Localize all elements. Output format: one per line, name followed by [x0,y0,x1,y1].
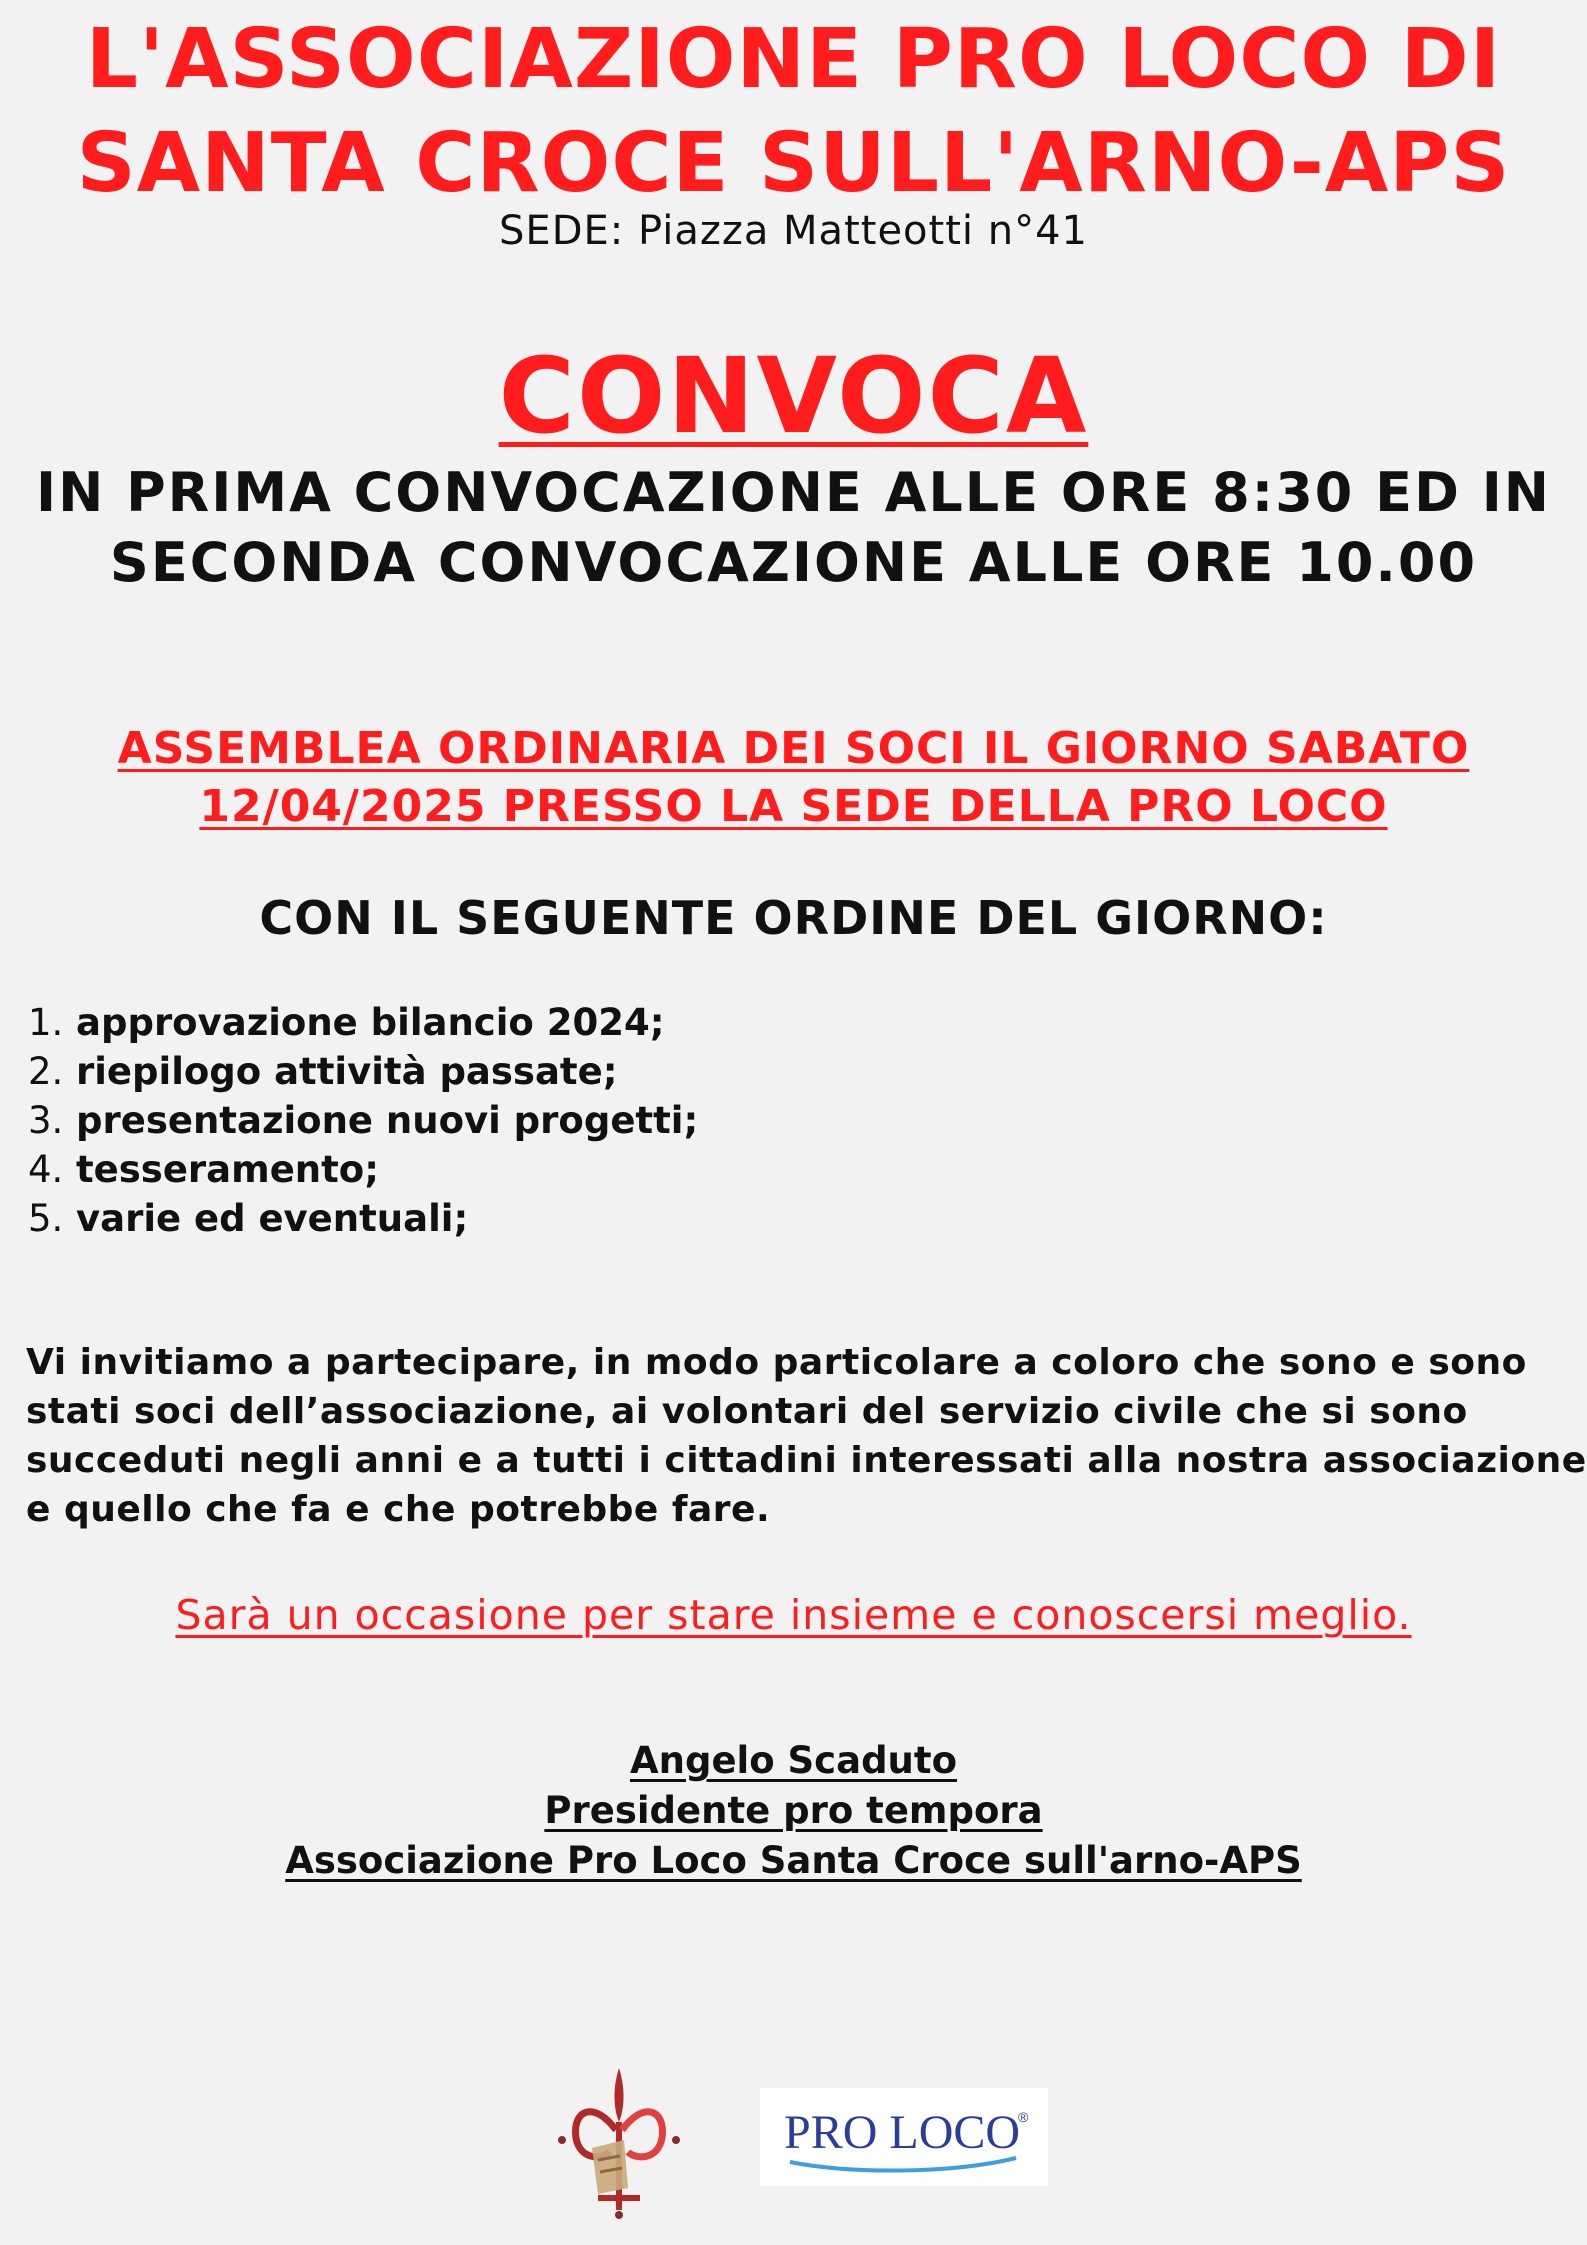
agenda-item-number: 4. [28,1148,64,1191]
agenda-item-text: varie ed eventuali; [76,1197,469,1240]
convocation-times-line2: SECONDA CONVOCAZIONE ALLE ORE 10.00 [109,531,1478,594]
convoca-heading [0,334,1587,458]
agenda-item [28,1096,698,1145]
organization-title-line2: SANTA CROCE SULL'ARNO-APS [76,116,1511,211]
signatory-role: Presidente pro tempora [544,1789,1043,1832]
proloco-logo-mark [760,2088,1048,2186]
santa-croce-emblem-icon [554,2060,684,2220]
convoca-heading-text: CONVOCA [498,335,1089,457]
convocation-times-line1: IN PRIMA CONVOCAZIONE ALLE ORE 8:30 ED IN [36,461,1551,524]
assembly-notice-line1: ASSEMBLEA ORDINARIA DEI SOCI IL GIORNO SABATO [117,723,1470,774]
invitation-paragraph [26,1338,1587,1534]
signature-block [0,1736,1587,1886]
organization-title [0,8,1587,216]
agenda-item [28,1047,698,1096]
agenda-item-number: 5. [28,1197,64,1240]
assembly-notice-line2: 12/04/2025 PRESSO LA SEDE DELLA PRO LOCO [199,781,1388,832]
proloco-registered-mark: ® [1018,2109,1029,2125]
invitation-line: succeduti negli anni e a tutti i cittadini interessati alla nostra associazione [26,1440,1587,1481]
signatory-name: Angelo Scaduto [629,1739,958,1782]
invitation-line: e quello che fa e che potrebbe fare. [26,1489,771,1530]
agenda-item-text: tesseramento; [76,1148,380,1191]
convocation-times [0,458,1587,598]
agenda-heading: CON IL SEGUENTE ORDINE DEL GIORNO: [259,891,1328,945]
agenda-item-text: approvazione bilancio 2024; [76,1001,665,1044]
proloco-logo [760,2088,1048,2186]
agenda-item-number: 3. [28,1099,64,1142]
agenda-item [28,998,698,1047]
agenda-item-text: riepilogo attività passate; [76,1050,618,1093]
agenda-item-number: 2. [28,1050,64,1093]
organization-title-line1: L'ASSOCIAZIONE PRO LOCO DI [85,12,1502,107]
invitation-line: stati soci dell’associazione, ai volontari del servizio civile che si sono [26,1391,1468,1432]
invitation-line: Vi invitiamo a partecipare, in modo particolare a coloro che sono e sono [26,1342,1527,1383]
wave-icon [790,2158,1016,2171]
agenda-item [28,1145,698,1194]
occasion-note [0,1588,1587,1642]
proloco-logo-text: PRO LOCO [784,2106,1021,2159]
agenda-item-number: 1. [28,1001,64,1044]
sede-address: SEDE: Piazza Matteotti n°41 [499,208,1088,254]
agenda-item-text: presentazione nuovi progetti; [76,1099,699,1142]
agenda-item [28,1194,698,1243]
signatory-organization: Associazione Pro Loco Santa Croce sull'arno-APS [285,1839,1302,1882]
occasion-note-text: Sarà un occasione per stare insieme e conoscersi meglio. [175,1591,1412,1639]
assembly-notice [0,720,1587,836]
agenda-list [28,998,698,1243]
